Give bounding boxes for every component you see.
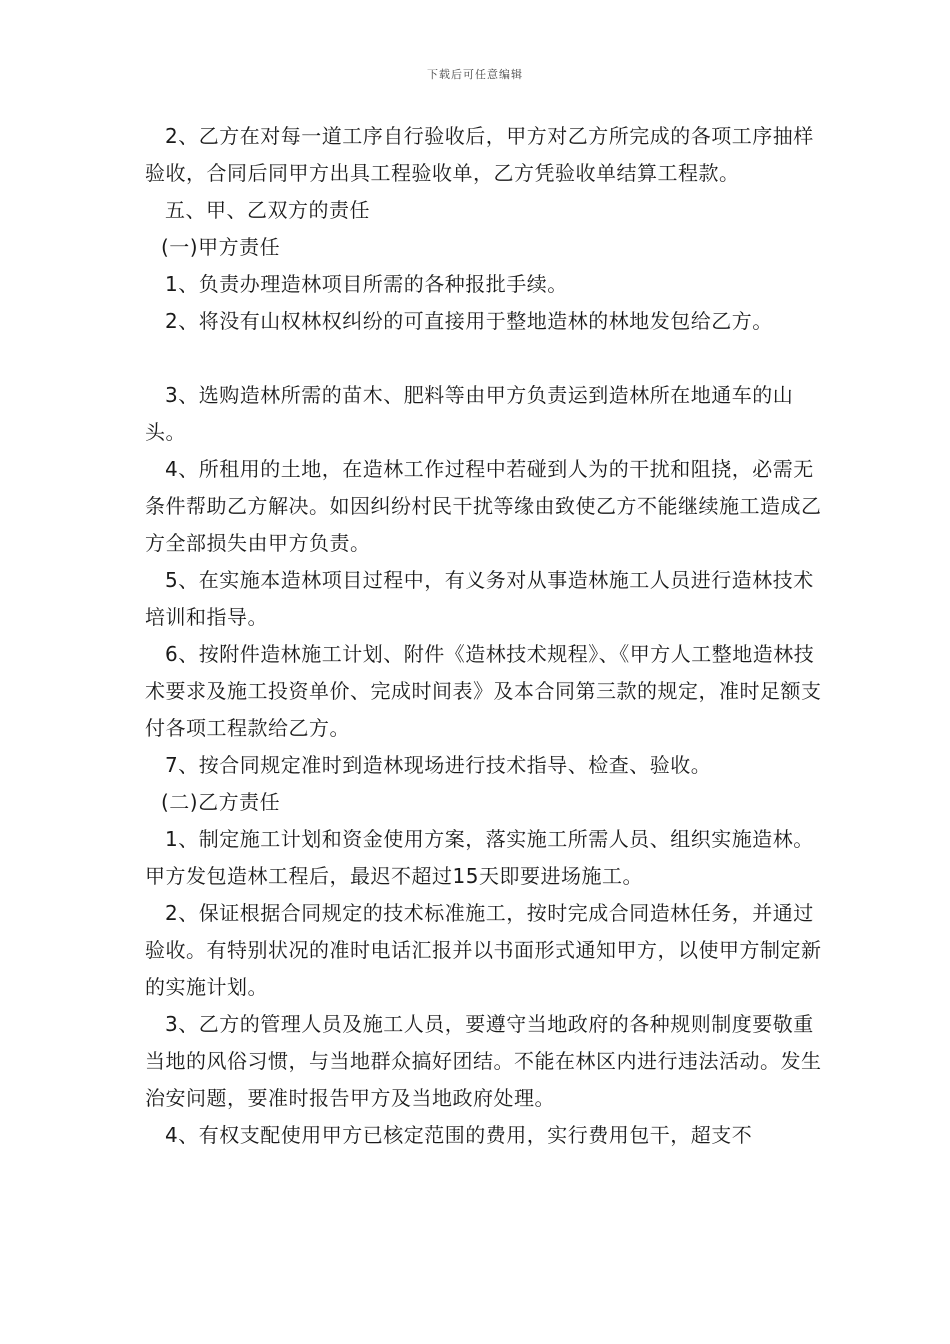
party-a-item-2: 2、将没有山权林权纠纷的可直接用于整地造林的林地发包给乙方。 [165, 309, 773, 333]
party-b-item-4: 4、有权支配使用甲方已核定范围的费用，实行费用包干，超支不 [165, 1123, 753, 1147]
section-heading-responsibilities: 五、甲、乙双方的责任 [165, 198, 370, 222]
party-a-item-3: 3、选购造林所需的苗木、肥料等由甲方负责运到造林所在地通车的山头。 [145, 383, 794, 444]
subsection-heading-party-a: (一)甲方责任 [161, 235, 281, 259]
paragraph-acceptance: 2、乙方在对每一道工序自行验收后，甲方对乙方所完成的各项工序抽样验收，合同后同甲方出具工程验收单，乙方凭验收单结算工程款。 [145, 124, 814, 185]
party-a-item-1: 1、负责办理造林项目所需的各种报批手续。 [165, 272, 568, 296]
party-a-item-6: 6、按附件造林施工计划、附件《造林技术规程》、《甲方人工整地造林技术要求及施工投资单价、完成时间表》及本合同第三款的规定，准时足额支付各项工程款给乙方。 [145, 642, 822, 740]
party-b-item-3: 3、乙方的管理人员及施工人员，要遵守当地政府的各种规则制度要敬重当地的风俗习惯，与当地群众搞好团结。不能在林区内进行违法活动。发生治安问题，要准时报告甲方及当地政府处理。 [145, 1012, 822, 1110]
page-header-note: 下载后可任意编辑 [427, 68, 523, 81]
party-a-item-7: 7、按合同规定准时到造林现场进行技术指导、检查、验收。 [165, 753, 712, 777]
party-a-item-4: 4、所租用的土地，在造林工作过程中若碰到人为的干扰和阻挠，必需无条件帮助乙方解决。如因纠纷村民干扰等缘由致使乙方不能继续施工造成乙方全部损失由甲方负责。 [145, 457, 822, 555]
party-b-item-1: 1、制定施工计划和资金使用方案，落实施工所需人员、组织实施造林。甲方发包造林工程后，最迟不超过15天即要进场施工。 [145, 827, 814, 888]
paragraph-spacer [145, 340, 825, 377]
party-a-item-5: 5、在实施本造林项目过程中，有义务对从事造林施工人员进行造林技术培训和指导。 [145, 568, 814, 629]
document-body [145, 118, 825, 1154]
subsection-heading-party-b: (二)乙方责任 [161, 790, 281, 814]
party-b-item-2: 2、保证根据合同规定的技术标准施工，按时完成合同造林任务，并通过验收。有特别状况的准时电话汇报并以书面形式通知甲方，以使甲方制定新的实施计划。 [145, 901, 822, 999]
